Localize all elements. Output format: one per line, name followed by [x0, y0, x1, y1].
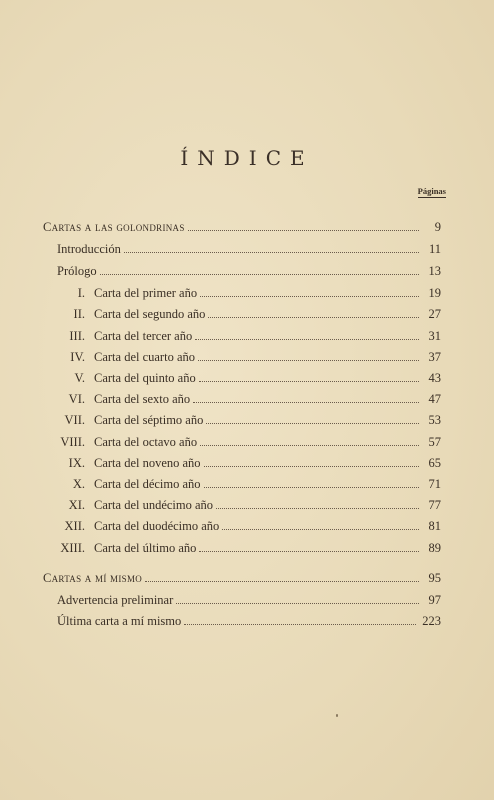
toc-page: 71 — [428, 477, 441, 491]
toc-entry — [55, 434, 441, 450]
toc-label: Carta del undécimo año — [94, 498, 214, 512]
toc-entry — [55, 370, 441, 386]
dot-leader — [198, 359, 419, 361]
toc-label: Carta del noveno año — [94, 456, 201, 470]
toc-entry — [55, 497, 441, 513]
toc-page: 57 — [428, 435, 441, 449]
dot-leader — [188, 229, 419, 231]
toc-number: XI. — [68, 498, 85, 512]
toc-entry — [55, 518, 441, 534]
toc-number: VII. — [64, 413, 85, 427]
toc-page: 77 — [428, 498, 441, 512]
toc-section-entry — [43, 219, 441, 235]
toc-section-entry — [43, 570, 441, 586]
toc-label: Cartas a las golondrinas — [43, 220, 185, 234]
toc-page: 81 — [428, 519, 441, 533]
toc-page: 89 — [428, 541, 441, 555]
toc-page: 37 — [428, 350, 441, 364]
dot-leader — [222, 528, 419, 530]
toc-entry — [55, 455, 441, 471]
toc-label: Introducción — [57, 242, 121, 256]
toc-page: 31 — [428, 329, 441, 343]
toc-entry — [55, 412, 441, 428]
dot-leader — [200, 444, 419, 446]
dot-leader — [193, 401, 419, 403]
toc-page: 13 — [428, 264, 441, 278]
toc-page: 19 — [428, 286, 441, 300]
toc-number: V. — [74, 371, 85, 385]
dot-leader — [184, 623, 416, 625]
toc-label: Carta del décimo año — [94, 477, 201, 491]
toc-page: 47 — [428, 392, 441, 406]
toc-label: Carta del octavo año — [94, 435, 198, 449]
toc-number: XIII. — [60, 541, 85, 555]
toc-entry — [57, 613, 441, 629]
dot-leader — [204, 465, 419, 467]
toc-entry — [55, 306, 441, 322]
toc-label: Cartas a mí mismo — [43, 571, 143, 585]
toc-number: I. — [77, 286, 85, 300]
toc-number: XII. — [64, 519, 85, 533]
toc-label: Carta del sexto año — [94, 392, 191, 406]
dot-leader — [200, 295, 419, 297]
toc-label: Carta del primer año — [94, 286, 198, 300]
dot-leader — [176, 602, 419, 604]
toc-entry — [55, 540, 441, 556]
dot-leader — [100, 273, 419, 275]
page-title: ÍNDICE — [180, 146, 314, 170]
toc-page: 11 — [428, 242, 441, 256]
toc-page: 97 — [428, 593, 441, 607]
toc-page: 53 — [428, 413, 441, 427]
toc-label: Advertencia preliminar — [57, 593, 174, 607]
toc-number: IX. — [68, 456, 85, 470]
toc-label: Prólogo — [57, 264, 97, 278]
toc-entry — [55, 349, 441, 365]
dot-leader — [216, 507, 419, 509]
toc-number: II. — [73, 307, 85, 321]
toc-label: Carta del último año — [94, 541, 197, 555]
dot-leader — [204, 486, 419, 488]
paper-speck — [336, 714, 338, 717]
toc-number: III. — [69, 329, 85, 343]
toc-label: Carta del segundo año — [94, 307, 206, 321]
toc-page: 43 — [428, 371, 441, 385]
pages-column-header: Páginas — [417, 186, 446, 196]
toc-page: 95 — [428, 571, 441, 585]
dot-leader — [199, 550, 419, 552]
toc-label: Carta del séptimo año — [94, 413, 204, 427]
toc-number: IV. — [70, 350, 85, 364]
dot-leader — [145, 580, 419, 582]
toc-label: Carta del quinto año — [94, 371, 196, 385]
dot-leader — [206, 422, 419, 424]
toc-entry — [57, 263, 441, 279]
toc-entry — [55, 285, 441, 301]
dot-leader — [208, 316, 419, 318]
toc-entry — [57, 592, 441, 608]
toc-label: Última carta a mí mismo — [57, 614, 182, 628]
toc-label: Carta del tercer año — [94, 329, 193, 343]
toc-page: 223 — [422, 614, 441, 628]
toc-page: 65 — [428, 456, 441, 470]
toc-page: 9 — [434, 220, 441, 234]
dot-leader — [195, 338, 419, 340]
dot-leader — [199, 380, 419, 382]
toc-label: Carta del cuarto año — [94, 350, 195, 364]
toc-entry — [55, 328, 441, 344]
toc-number: VIII. — [60, 435, 85, 449]
dot-leader — [124, 251, 419, 253]
toc-page: 27 — [428, 307, 441, 321]
toc-entry — [57, 241, 441, 257]
toc-number: VI. — [68, 392, 85, 406]
toc-number: X. — [72, 477, 85, 491]
toc-entry — [55, 391, 441, 407]
toc-label: Carta del duodécimo año — [94, 519, 220, 533]
toc-entry — [55, 476, 441, 492]
